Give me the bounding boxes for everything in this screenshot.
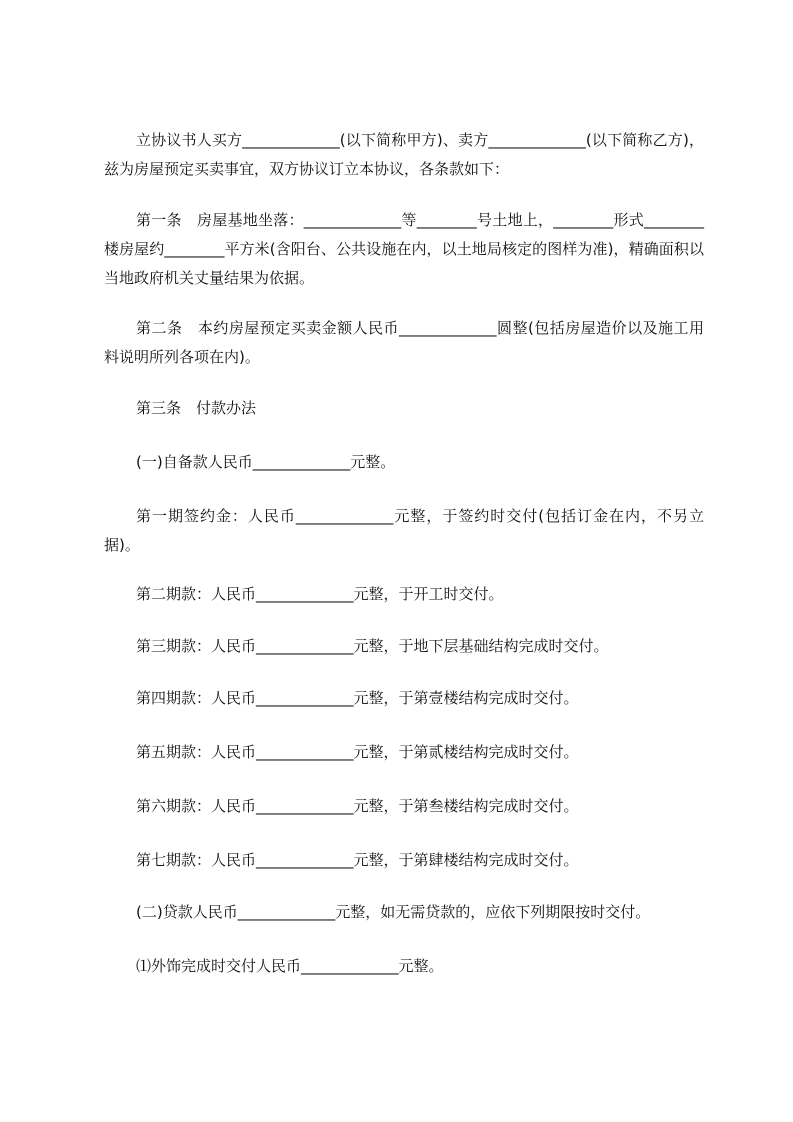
payment-phase-7: 第七期款：人民币_____________元整，于第肆楼结构完成时交付。	[136, 851, 579, 869]
payment-phase-5: 第五期款：人民币_____________元整，于第贰楼结构完成时交付。	[136, 743, 579, 761]
intro-paragraph: 立协议书人买方_____________(以下简称甲方)、卖方_____________(以下简称乙方)，兹为房屋预定买卖事宜，双方协议订立本协议，各条款如下：	[104, 131, 704, 178]
loan-paragraph: (二)贷款人民币_____________元整，如无需贷款的，应依下列期限按时交付。	[136, 903, 651, 921]
article-3-heading: 第三条 付款办法	[136, 399, 257, 417]
payment-phase-1: 第一期签约金：人民币_____________元整，于签约时交付(包括订金在内，不另立据)。	[104, 507, 704, 554]
payment-phase-2: 第二期款：人民币_____________元整，于开工时交付。	[136, 585, 504, 603]
payment-phase-4: 第四期款：人民币_____________元整，于第壹楼结构完成时交付。	[136, 689, 579, 707]
article-2-paragraph: 第二条 本约房屋预定买卖金额人民币_____________圆整(包括房屋造价以及施工用料说明所列各项在内)。	[104, 319, 704, 366]
payment-phase-6: 第六期款：人民币_____________元整，于第叁楼结构完成时交付。	[136, 797, 579, 815]
payment-phase-3: 第三期款：人民币_____________元整，于地下层基础结构完成时交付。	[136, 637, 609, 655]
self-funded-paragraph: (一)自备款人民币_____________元整。	[136, 453, 396, 471]
exterior-payment-paragraph: ⑴外饰完成时交付人民币_____________元整。	[136, 957, 444, 975]
article-1-paragraph: 第一条 房屋基地坐落：_____________等________号土地上，________形式________楼房屋约________平方米(含阳台、公共设施在内，以土地局核定的图样为准)，精确面积以当地政府机关丈量结果为依据。	[104, 211, 704, 287]
